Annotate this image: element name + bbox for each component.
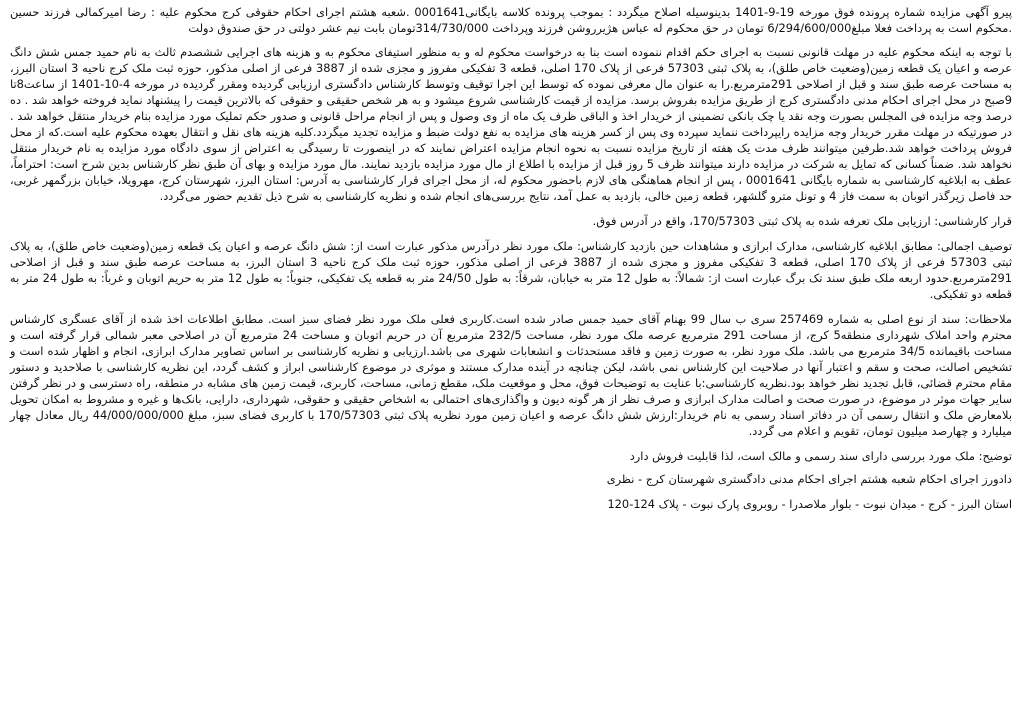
signature-line: دادورز اجرای احکام شعبه هشتم اجرای احکام مدنی دادگستری شهرستان کرج - نظری: [606, 472, 1012, 486]
auction-terms-paragraph: با توجه به اینکه محکوم علیه در مهلت قانونی نسبت به اجرای حکم اقدام ننموده است بنا به درخواست محکوم له و به منظور استیفای محکوم به و هزینه های اجرایی ششصدم ثالث به نام حمید جمس شش دانگ عرصه و اعیان یک قطعه زمین(وضعیت خاص طلق)، به پلاک ثبتی 57303 فرعی از پلاک 170 اصلی، قطعه 3 تفکیکی مفروز و مجزی شده از 3887 فرعی از اصلی مذکور، حوزه ثبت ملک کرج ناحیه 3 استان البرز، به مساحت عرصه طبق سند و قبل از اصلاحی 291مترمربع.را به عنوان مال معرفی نموده که توسط این اجرا توقیف وتوسط کارشناس دادگستری ارزیابی گردیده ومقرر گردیده در مورخه 4-10-1401 از ساعت8تا 9صبح در محل اجرای احکام مدنی دادگستری کرج از طریق مزایده بفروش برسد. مزایده از قیمت کارشناسی شروع میشود و به هر شخص حقیقی و حقوقی که بالاترین قیمت را پیشنهاد نماید فروخته خواهد شد . ده درصد وجه مزایده فی المجلس بصورت وجه نقد یا چک بانکی تضمینی از خریدار اخذ و الباقی ظرف یک ماه از وی وصول و پس از انجام مراحل قانونی و صدور حکم تملیک مورد مزایده بنام خریدار منتقل خواهد شد . در صورتیکه در مهلت مقرر خریدار وجه مزایده رایپرداخت ننماید سپرده وی پس از کسر هزینه های مزایده به نفع دولت ضبط و مزایده تجدید میگردد.کلیه هزینه های نقل و انتقال بعهده محکوم علیه است.که از محل فروش پرداخت خواهد شد.طرفین میتوانند ظرف مدت یک هفته از تاریخ مزایده نسبت به نحوه انجام مزایده اعتراض نمایند که در اینصورت تا رسیدگی به اعتراض از سوی دادگاه مورد مزایده به نام خریدار منتقل نخواهد شد. ضمناً کسانی که تمایل به شرکت در مزایده دارند میتوانند ظرف 5 روز قبل از مزایده با اطلاع از مال مورد مزایده بازدید نمایند. مال مورد مزایده و بهای آن طبق نظر کارشناس بدین شرح است: احتراماً، عطف به ابلاغیه کارشناسی به شماره بایگانی 0001641 ، پس از انجام هماهنگی های لازم باحضور محکوم له، از محل اجرای قرار کارشناسی به آدرس: استان البرز، شهرستان کرج، مهرویلا، خیابان بزرگمهر غربی، حد فاصل زیرگذر اتوبان به سمت فاز 4 و تونل مترو گلشهر، قطعه زمین خالی، بازدید به عمل آمد، نتایج بررسی‌های انجام شده و نظریه کارشناسی به شرح ذیل تقدیم حضور می‌گردد.: [10, 45, 1013, 203]
explanation-line: توضیح: ملک مورد بررسی دارای سند رسمی و مالک است، لذا قابلیت فروش دارد: [629, 449, 1012, 463]
expert-order-paragraph: قرار کارشناسی: ارزیابی ملک تعرفه شده به پلاک ثبتی 170/57303، واقع در آدرس فوق.: [592, 214, 1012, 228]
observations-paragraph: ملاحظات: سند از نوع اصلی به شماره 257469 سری ب سال 99 بهنام آقای حمید جمس صادر شده است.کاربری فعلی ملک مورد نظر فضای سبز است. مطابق اطلاعات اخذ شده از آقای عسگری کارشناس محترم واحد املاک شهرداری منطقه5 کرج، از مساحت 291 مترمربع عرصه ملک مورد نظر، مساحت 232/5 مترمربع آن در حریم اتوبان و مساحت 24 مترمربع آن در اصلاحی معبر شمالی قرار گرفته است و مساحت باقیمانده 34/5 مترمربع می باشد. ملک مورد نظر، به صورت زمین و فاقد مستحدثات و انشعابات شهری می باشد.ارزیابی و نظریه کارشناسی بر اساس تصاویر مدارک ابرازی، انجام و اظهار شده است و تشخیص اصالت، صحت و سقم و اعتبار آنها در صلاحیت این کارشناس نمی باشد، لیکن چنانچه در آینده مدارک مستند و موثری در موضوع کارشناسی ابراز و کشف گردد، این نظریه کارشناسی با صلاحدید و دستور مقام محترم قضائی، قابل تجدید نظر خواهد بود.نظریه کارشناسی:با عنایت به توضیحات فوق، محل و موقعیت ملک، مقطع زمانی، مساحت، کاربری، قیمت زمین های مشابه در منطقه، راه دسترسی و در نظر گرفتن سایر جهات موثر در موضوع، در صورت صحت و اصالت مدارک ابرازی و صرف نظر از هر گونه دیون و واگذاری‌های احتمالی به اشخاص حقیقی و حقوقی، شهرداری، دارایی، بانک‌ها و غیره و مشروط به امکان تحویل بلامعارض ملک و انتقال رسمی آن در دفاتر اسناد رسمی به نام خریدار:ارزش شش دانگ عرصه و اعیان زمین مورد نظریه پلاک ثبتی 170/57303 با کاربری فضای سبز، مبلغ 44/000/000/000 ریال معادل چهار میلیارد و چهارصد میلیون تومان، تقویم و اعلام می گردد.: [10, 312, 1012, 438]
address-line: استان البرز - کرج - میدان نبوت - بلوار ملاصدرا - روبروی پارک نبوت - پلاک 124-120: [607, 497, 1012, 511]
property-description-paragraph: توصیف اجمالی: مطابق ابلاغیه کارشناسی، مدارک ابرازی و مشاهدات حین بازدید کارشناس: ملک مورد نظر درآدرس مذکور عبارت است از: شش دانگ عرصه و اعیان یک قطعه زمین(وضعیت خاص طلق)، به پلاک ثبتی 57303 فرعی از پلاک 170 اصلی، قطعه 3 تفکیکی مفروز و مجزی شده از 3887 فرعی از اصلی مذکور، حوزه ثبت ملک کرج ناحیه 3 استان البرز، به مساحت عرصه طبق سند و قبل از اصلاحی 291مترمربع.حدود اربعه ملک طبق سند تک برگ عبارت است از: شمالاً: به طول 12 متر به خیابان، شرقاً: به طول 24/50 متر به قطعه یک تفکیکی، جنوباً: به طول 12 متر به حریم اتوبان و غرباً: به طول 24 متر به قطعه دو تفکیکی.: [10, 239, 1012, 301]
amendment-paragraph: پیرو آگهی مزایده شماره پرونده فوق مورخه 19-9-1401 بدینوسیله اصلاح میگردد : بموجب پرونده کلاسه بایگانی0001641 .شعبه هشتم اجرای احکام حقوقی کرج محکوم علیه : رضا امیرکمالی فرزند حسین .محکوم است به پرداخت فعلا مبلغ6/294/600/000 تومان در حق محکوم له عباس هژیرروشن فرزند وپرداخت 314/730/000تومان بابت نیم عشر دولتی در حق صندوق دولت: [10, 5, 1012, 35]
